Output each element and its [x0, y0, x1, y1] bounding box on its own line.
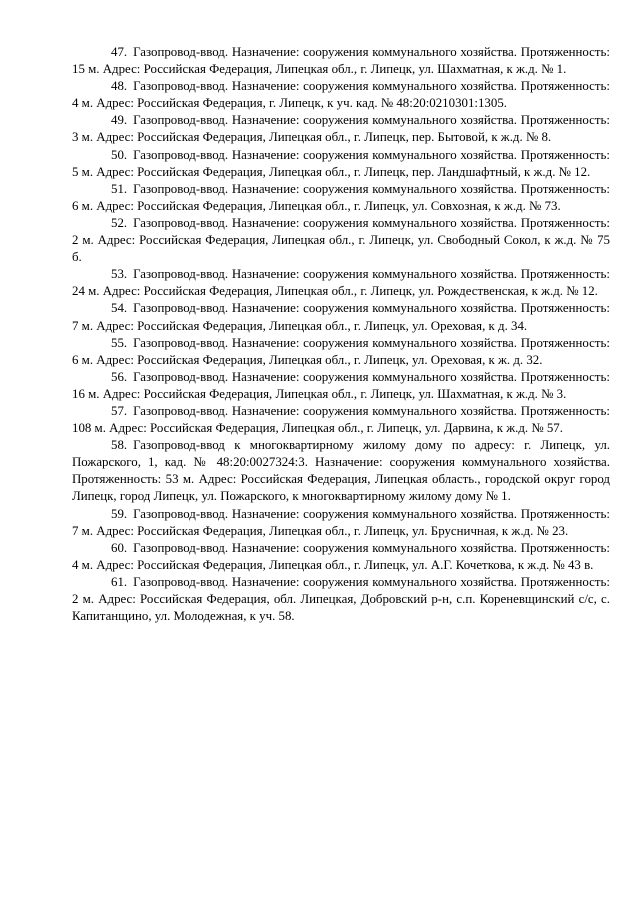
item-text: Газопровод-ввод. Назначение: сооружения коммунального хозяйства. Протяженность: 5 м. Адрес: Российская Федерация, Липецкая обл., г. Липецк, пер. Ландшафтный, к ж.д. № 12. — [72, 147, 610, 179]
item-number: 54. — [111, 301, 128, 316]
item-number: 49. — [111, 113, 128, 128]
item-text: Газопровод-ввод. Назначение: сооружения коммунального хозяйства. Протяженность: 2 м. Адрес: Российская Федерация, Липецкая обл., г. Липецк, ул. Свободный Сокол, к ж.д. № 75 б. — [72, 215, 610, 265]
list-item — [72, 574, 610, 625]
list-item — [72, 147, 610, 181]
list-item — [72, 506, 610, 540]
item-number: 50. — [111, 147, 128, 162]
item-number: 59. — [111, 506, 128, 521]
item-text: Газопровод-ввод. Назначение: сооружения коммунального хозяйства. Протяженность: 6 м. Адрес: Российская Федерация, Липецкая обл., г. Липецк, ул. Ореховая, к ж. д. 32. — [72, 335, 610, 367]
item-text: Газопровод-ввод. Назначение: сооружения коммунального хозяйства. Протяженность: 24 м. Адрес: Российская Федерация, Липецкая обл., г. Липецк, ул. Рождественская, к ж.д. № 12. — [72, 267, 610, 299]
item-text: Газопровод-ввод. Назначение: сооружения коммунального хозяйства. Протяженность: 7 м. Адрес: Российская Федерация, Липецкая обл., г. Липецк, ул. Брусничная, к ж.д. № 23. — [72, 506, 610, 538]
list-item — [72, 78, 610, 112]
list-item — [72, 403, 610, 437]
item-number: 55. — [111, 335, 128, 350]
item-text: Газопровод-ввод. Назначение: сооружения коммунального хозяйства. Протяженность: 16 м. Адрес: Российская Федерация, Липецкая обл., г. Липецк, ул. Шахматная, к ж.д. № 3. — [72, 369, 610, 401]
list-item — [72, 369, 610, 403]
item-text: Газопровод-ввод. Назначение: сооружения коммунального хозяйства. Протяженность: 4 м. Адрес: Российская Федерация, Липецкая обл., г. Липецк, ул. А.Г. Кочеткова, к ж.д. № 43 в. — [72, 540, 610, 572]
list-item — [72, 44, 610, 78]
item-number: 61. — [111, 574, 128, 589]
item-number: 57. — [111, 403, 128, 418]
item-text: Газопровод-ввод. Назначение: сооружения коммунального хозяйства. Протяженность: 15 м. Адрес: Российская Федерация, Липецкая обл., г. Липецк, ул. Шахматная, к ж.д. № 1. — [72, 45, 610, 77]
item-number: 48. — [111, 79, 128, 94]
list-item — [72, 266, 610, 300]
item-text: Газопровод-ввод. Назначение: сооружения коммунального хозяйства. Протяженность: 108 м. Адрес: Российская Федерация, Липецкая обл., г. Липецк, ул. Дарвина, к ж.д. № 57. — [72, 403, 610, 436]
list-item — [72, 112, 610, 146]
item-number: 47. — [111, 45, 128, 59]
item-text: Газопровод-ввод. Назначение: сооружения коммунального хозяйства. Протяженность: 6 м. Адрес: Российская Федерация, Липецкая обл., г. Липецк, ул. Совхозная, к ж.д. № 73. — [72, 181, 610, 213]
item-number: 58. — [111, 438, 128, 453]
item-number: 60. — [111, 540, 128, 555]
item-text: Газопровод-ввод. Назначение: сооружения коммунального хозяйства. Протяженность: 2 м. Адрес: Российская Федерация, обл. Липецкая, Добровский р-н, с.п. Кореневщинский с/с, с. Капитанщино, ул. Молодежная, к уч. 58. — [72, 574, 610, 624]
item-number: 53. — [111, 267, 128, 282]
item-text: Газопровод-ввод. Назначение: сооружения коммунального хозяйства. Протяженность: 7 м. Адрес: Российская Федерация, Липецкая обл., г. Липецк, ул. Ореховая, к д. 34. — [72, 301, 610, 333]
list-item — [72, 181, 610, 215]
list-item — [72, 540, 610, 574]
list-item — [72, 335, 610, 369]
item-text: Газопровод-ввод к многоквартирному жилому дому по адресу: г. Липецк, ул. Пожарского, 1, кад. № 48:20:0027324:3. Назначение: сооружения коммунального хозяйства. Протяженность: 53 м. Адрес: Российская Федерация, Липецкая область., городской округ город Липецк, город Липецк, ул. Пожарского, к многоквартирному жилому дому № 1. — [72, 438, 610, 504]
item-text: Газопровод-ввод. Назначение: сооружения коммунального хозяйства. Протяженность: 3 м. Адрес: Российская Федерация, Липецкая обл., г. Липецк, пер. Бытовой, к ж.д. № 8. — [72, 113, 610, 145]
item-number: 51. — [111, 181, 128, 196]
list-item — [72, 300, 610, 334]
item-text: Газопровод-ввод. Назначение: сооружения коммунального хозяйства. Протяженность: 4 м. Адрес: Российская Федерация, г. Липецк, к уч. кад. № 48:20:0210301:1305. — [72, 79, 610, 111]
list-item — [72, 437, 610, 505]
item-number: 56. — [111, 369, 128, 384]
list-item — [72, 215, 610, 266]
item-number: 52. — [111, 215, 128, 230]
